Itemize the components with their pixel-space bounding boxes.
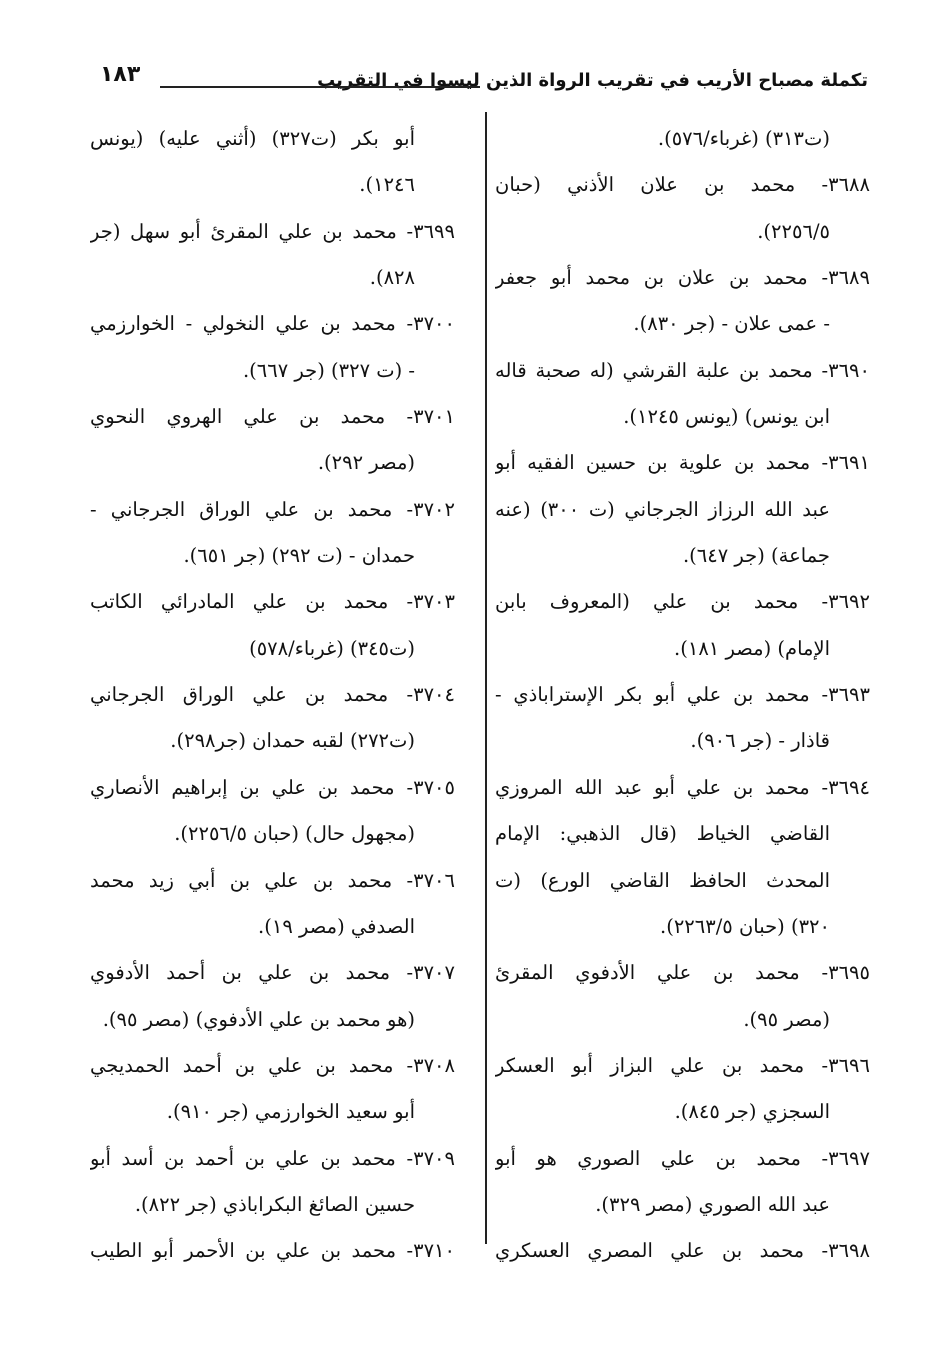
text-line: أبو بكر (ت٣٢٧) (أثني عليه) (يونس <box>90 127 415 150</box>
text-line: ٣٢٠) (حبان ٢٢٦٣/٥). <box>660 914 830 938</box>
text-line: - (ت ٣٢٧) (جر ٦٦٧). <box>242 358 415 382</box>
text-line: (مصر ٢٩٢). <box>317 451 415 475</box>
text-line: ١٢٤٦). <box>359 173 415 197</box>
text-line: ٣٧٠٩- محمد بن علي بن أحمد بن أسد أبو <box>90 1146 455 1170</box>
text-line: ٣٦٩٧- محمد بن علي الصوري هو أبو <box>495 1146 870 1170</box>
text-line: ٣٧٠٨- محمد بن علي بن أحمد الحمديجي <box>90 1053 455 1077</box>
page-number: ١٨٣ <box>100 62 141 87</box>
column-divider <box>485 112 487 1244</box>
text-line: جماعة) (جر ٦٤٧). <box>682 544 830 568</box>
text-line: ٣٦٨٨- محمد بن علان الأذني (حبان <box>495 173 870 197</box>
text-line: (مجهول حال) (حبان ٢٢٥٦/٥). <box>174 822 415 846</box>
text-line: ٣٧٠١- محمد بن علي الهروي النحوي <box>90 405 455 429</box>
text-line: ٣٧٠٤- محمد بن علي الوراق الجرجاني <box>90 683 455 707</box>
text-line: ٣٦٩٢- محمد بن علي (المعروف بابن <box>495 590 870 614</box>
text-line: ٣٧٠٣- محمد بن علي المادرائي الكاتب <box>90 590 455 614</box>
text-line: ٣٦٩١- محمد بن علوية بن حسين الفقيه أبو <box>495 451 870 475</box>
text-line: الإمام) (مصر ١٨١). <box>674 636 830 660</box>
text-line: ٣٧٠٧- محمد بن علي بن أحمد الأدفوي <box>90 961 455 985</box>
text-line: (مصر ٩٥). <box>743 1007 830 1031</box>
text-line: (هو محمد بن علي الأدفوي) (مصر ٩٥). <box>102 1007 415 1031</box>
text-line: ٣٦٩٥- محمد بن علي الأدفوي المقرئ <box>495 961 870 985</box>
text-line: (ت٢٧٢) لقبه حمدان (جر٢٩٨). <box>170 729 415 753</box>
text-line: ٣٧١٠- محمد بن علي بن الأحمر أبو الطيب <box>90 1239 455 1263</box>
text-line: أبو سعيد الخوارزمي (جر ٩١٠). <box>166 1100 415 1124</box>
text-line: - عمى علان - (جر ٨٣٠). <box>633 312 830 336</box>
text-line: ٣٦٩٦- محمد بن علي البزاز أبو العسكر <box>495 1053 870 1077</box>
text-line: المحدث الحافظ القاضي الورع) (ت <box>495 868 830 892</box>
text-line: ٣٦٩٩- محمد بن علي المقرئ أبو سهل (جر <box>90 219 455 243</box>
text-line: الصدفي (مصر ١٩). <box>258 914 415 938</box>
text-line: القاضي الخياط (قال الذهبي: الإمام <box>495 822 830 846</box>
left-column <box>90 116 455 1275</box>
right-column <box>495 116 870 1275</box>
running-header-title: تكملة مصباح الأريب في تقريب الرواة الذين ليسوا في التقريب <box>317 70 868 91</box>
text-line: ٣٦٩٤- محمد بن علي أبو عبد الله المروزي <box>495 775 870 799</box>
text-line: حمدان - (ت ٢٩٢) (جر ٦٥١). <box>183 544 415 568</box>
text-line: حسين الصائغ البكراباذي (جر ٨٢٢). <box>134 1192 415 1216</box>
text-line: ٣٦٩٣- محمد بن علي أبو بكر الإستراباذي - <box>495 683 870 707</box>
text-line: قاذار - (جر ٩٠٦). <box>690 729 830 753</box>
text-line: ابن يونس) (يونس ١٢٤٥). <box>623 405 830 429</box>
text-line: ٨٢٨). <box>369 266 415 290</box>
text-line: (ت٣١٣) (غرباء/٥٧٦). <box>657 127 830 150</box>
text-line: ٣٧٠٢- محمد بن علي الوراق الجرجاني - <box>90 497 455 521</box>
text-line: عبد الله الصوري (مصر ٣٢٩). <box>595 1192 830 1216</box>
text-line: ٣٧٠٥- محمد بن علي بن إبراهيم الأنصاري <box>90 775 455 799</box>
header-rule <box>160 86 480 88</box>
text-line: ٣٧٠٦- محمد بن علي بن أبي زيد محمد <box>90 868 455 892</box>
text-line: عبد الله الرزاز الجرجاني (ت ٣٠٠) (عنه <box>495 497 830 521</box>
text-line: (ت٣٤٥) (غرباء/٥٧٨) <box>249 636 415 660</box>
text-line: ٣٧٠٠- محمد بن علي النخولي - الخوارزمي <box>90 312 455 336</box>
text-line: ٣٦٩٨- محمد بن علي المصري العسكري <box>495 1239 870 1263</box>
text-line: ٢٢٥٦/٥). <box>757 219 830 243</box>
text-line: ٣٦٩٠- محمد بن علبة القرشي (له صحبة قاله <box>495 358 870 382</box>
text-line: ٣٦٨٩- محمد بن علان بن محمد أبو جعفر <box>495 266 870 290</box>
text-line: السجزي (جر ٨٤٥). <box>674 1100 830 1124</box>
